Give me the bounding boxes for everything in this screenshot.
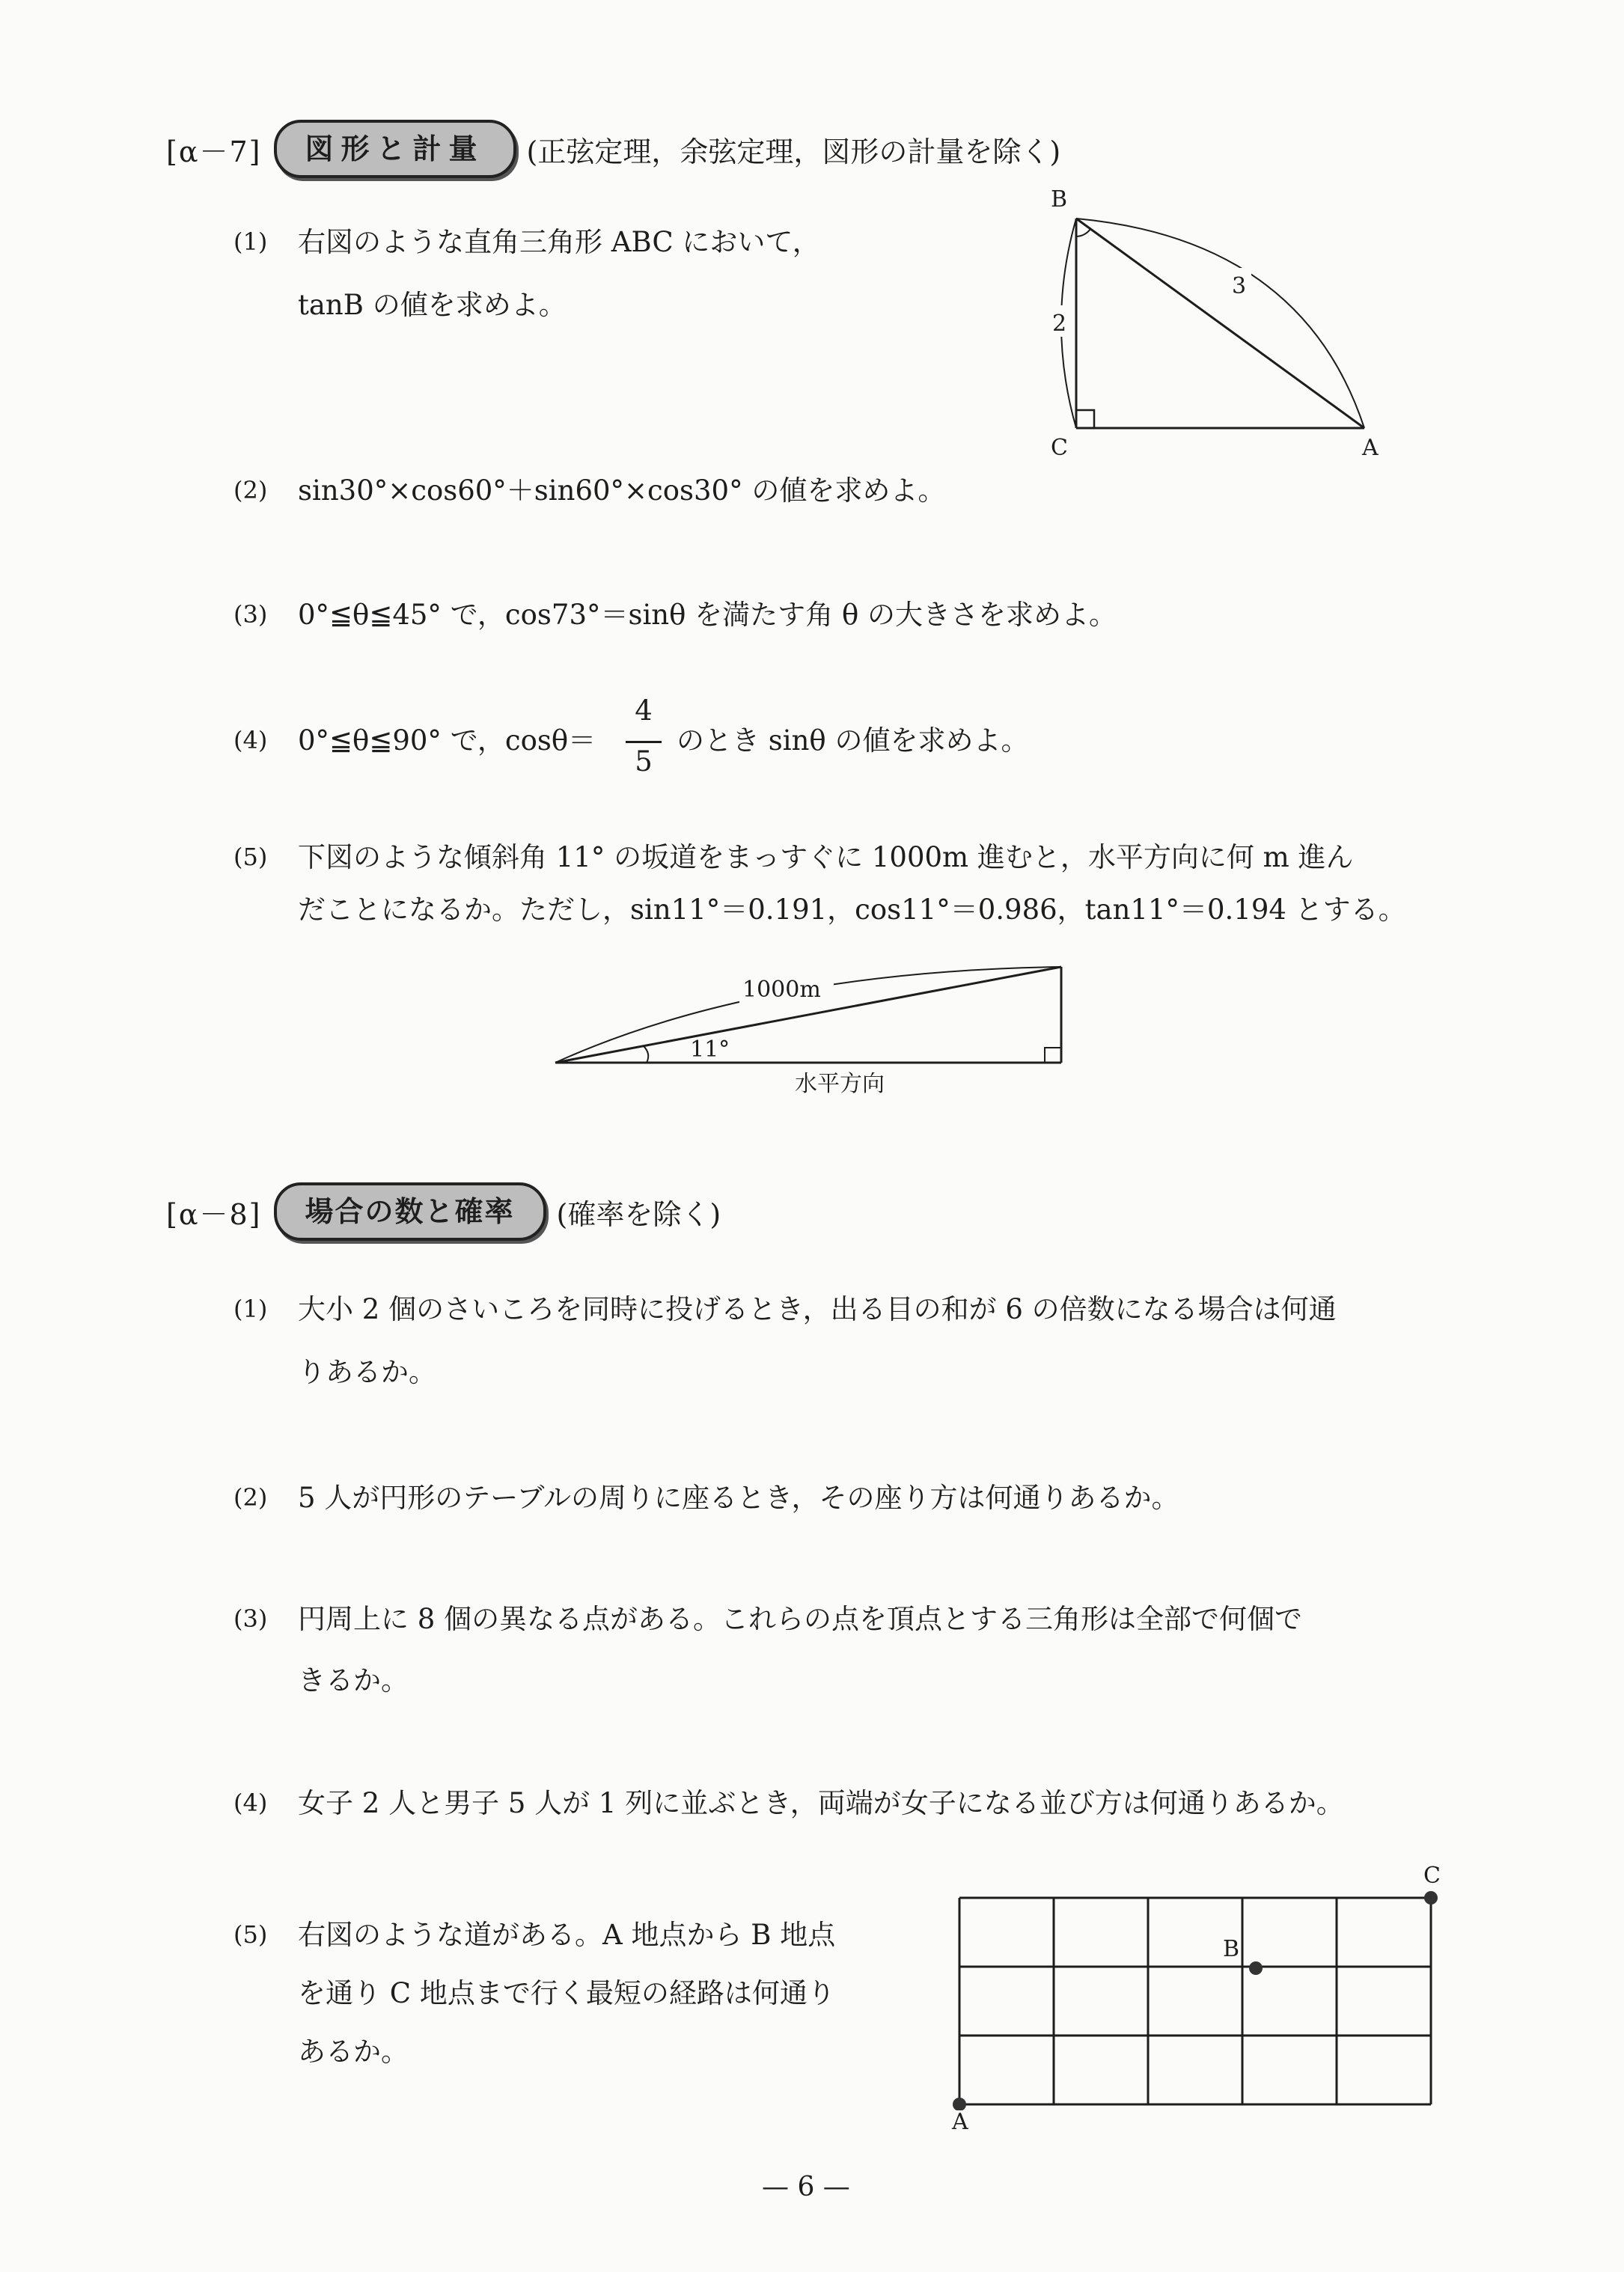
side-ba bbox=[1076, 219, 1364, 428]
label-vertex-c: C bbox=[1051, 435, 1068, 461]
s8-q1-number: (1) bbox=[233, 1295, 268, 1323]
s7-q4-after: のとき sinθ の値を求めよ。 bbox=[677, 724, 1029, 757]
section-8-title: 場合の数と確率 bbox=[274, 1182, 546, 1241]
section-8-id: [α－8] bbox=[166, 1197, 262, 1231]
s7-q3-number: (3) bbox=[233, 600, 268, 629]
section-7-id: [α－7] bbox=[166, 135, 262, 168]
s8-q1-line2: りあるか。 bbox=[298, 1356, 436, 1388]
label-side-bc: 2 bbox=[1052, 311, 1067, 337]
slope-horizontal-label: 水平方向 bbox=[795, 1071, 885, 1097]
grid-road-figure bbox=[928, 1856, 1482, 2110]
section-8-header bbox=[166, 1182, 721, 1241]
grid-lines bbox=[959, 1898, 1431, 2104]
section-7-header bbox=[166, 120, 1060, 178]
right-triangle-figure bbox=[1033, 180, 1422, 464]
point-c-label: C bbox=[1423, 1863, 1441, 1889]
section-7-note: (正弦定理，余弦定理，図形の計量を除く) bbox=[526, 135, 1061, 168]
s8-q5-number: (5) bbox=[233, 1920, 268, 1949]
s8-q5-line2: を通り C 地点まで行く最短の経路は何通り bbox=[298, 1977, 835, 2009]
s7-q2-text: sin30°×cos60°＋sin60°×cos30° の値を求めよ。 bbox=[298, 474, 946, 507]
slope-right-angle-mark bbox=[1045, 1048, 1061, 1063]
s7-q4-numerator: 4 bbox=[635, 694, 653, 727]
s7-q5-line2: だことになるか。ただし，sin11°＝0.191，cos11°＝0.986，tan11°＝0.194 とする。 bbox=[298, 894, 1406, 926]
s7-q3-text: 0°≦θ≦45° で，cos73°＝sinθ を満たす角 θ の大きさを求めよ。 bbox=[298, 599, 1117, 631]
s7-q1-line1: 右図のような直角三角形 ABC において， bbox=[298, 226, 820, 258]
s8-q3-number: (3) bbox=[233, 1604, 268, 1633]
slope-angle-label: 11° bbox=[690, 1036, 730, 1063]
s8-q2-text: 5 人が円形のテーブルの周りに座るとき，その座り方は何通りあるか。 bbox=[298, 1482, 1179, 1514]
s7-q2-number: (2) bbox=[233, 476, 268, 504]
slope-angle-mark bbox=[644, 1046, 648, 1063]
s7-q1-number: (1) bbox=[233, 227, 268, 256]
page-number: — 6 — bbox=[762, 2172, 850, 2202]
right-angle-mark-c bbox=[1076, 410, 1094, 428]
slope-figure bbox=[546, 944, 1093, 1102]
s7-q4-before: 0°≦θ≦90° で，cosθ＝ bbox=[298, 724, 596, 757]
label-vertex-b: B bbox=[1051, 186, 1068, 213]
s7-q1-line2: tanB の値を求めよ。 bbox=[298, 289, 567, 321]
s8-q4-text: 女子 2 人と男子 5 人が 1 列に並ぶとき，両端が女子になる並び方は何通りあるか。 bbox=[298, 1787, 1344, 1819]
angle-mark-b bbox=[1076, 229, 1090, 236]
label-side-ab: 3 bbox=[1232, 273, 1247, 299]
point-a-label: A bbox=[952, 2109, 968, 2135]
s7-q4-fraction-bar bbox=[626, 741, 662, 743]
label-vertex-a: A bbox=[1362, 435, 1379, 461]
point-c-dot bbox=[1424, 1891, 1438, 1905]
section-7-title: 図形と計量 bbox=[274, 120, 516, 178]
s7-q4-number: (4) bbox=[233, 726, 268, 754]
section-8-note: (確率を除く) bbox=[556, 1197, 721, 1231]
s8-q3-line1: 円周上に 8 個の異なる点がある。これらの点を頂点とする三角形は全部で何個で bbox=[298, 1603, 1303, 1635]
point-b-dot bbox=[1249, 1961, 1263, 1975]
s7-q5-number: (5) bbox=[233, 843, 268, 871]
s8-q5-line1: 右図のような道がある。A 地点から B 地点 bbox=[298, 1919, 836, 1951]
slope-length-label: 1000m bbox=[742, 977, 821, 1003]
s8-q2-number: (2) bbox=[233, 1483, 268, 1512]
s7-q5-line1: 下図のような傾斜角 11° の坂道をまっすぐに 1000m 進むと，水平方向に何 m 進ん bbox=[298, 841, 1354, 873]
s8-q1-line1: 大小 2 個のさいころを同時に投げるとき，出る目の和が 6 の倍数になる場合は何通 bbox=[298, 1293, 1337, 1325]
point-b-label: B bbox=[1223, 1936, 1240, 1962]
s8-q3-line2: きるか。 bbox=[298, 1664, 409, 1697]
s8-q4-number: (4) bbox=[233, 1789, 268, 1817]
s7-q4-denominator: 5 bbox=[635, 745, 653, 778]
s8-q5-line3: あるか。 bbox=[298, 2036, 409, 2068]
